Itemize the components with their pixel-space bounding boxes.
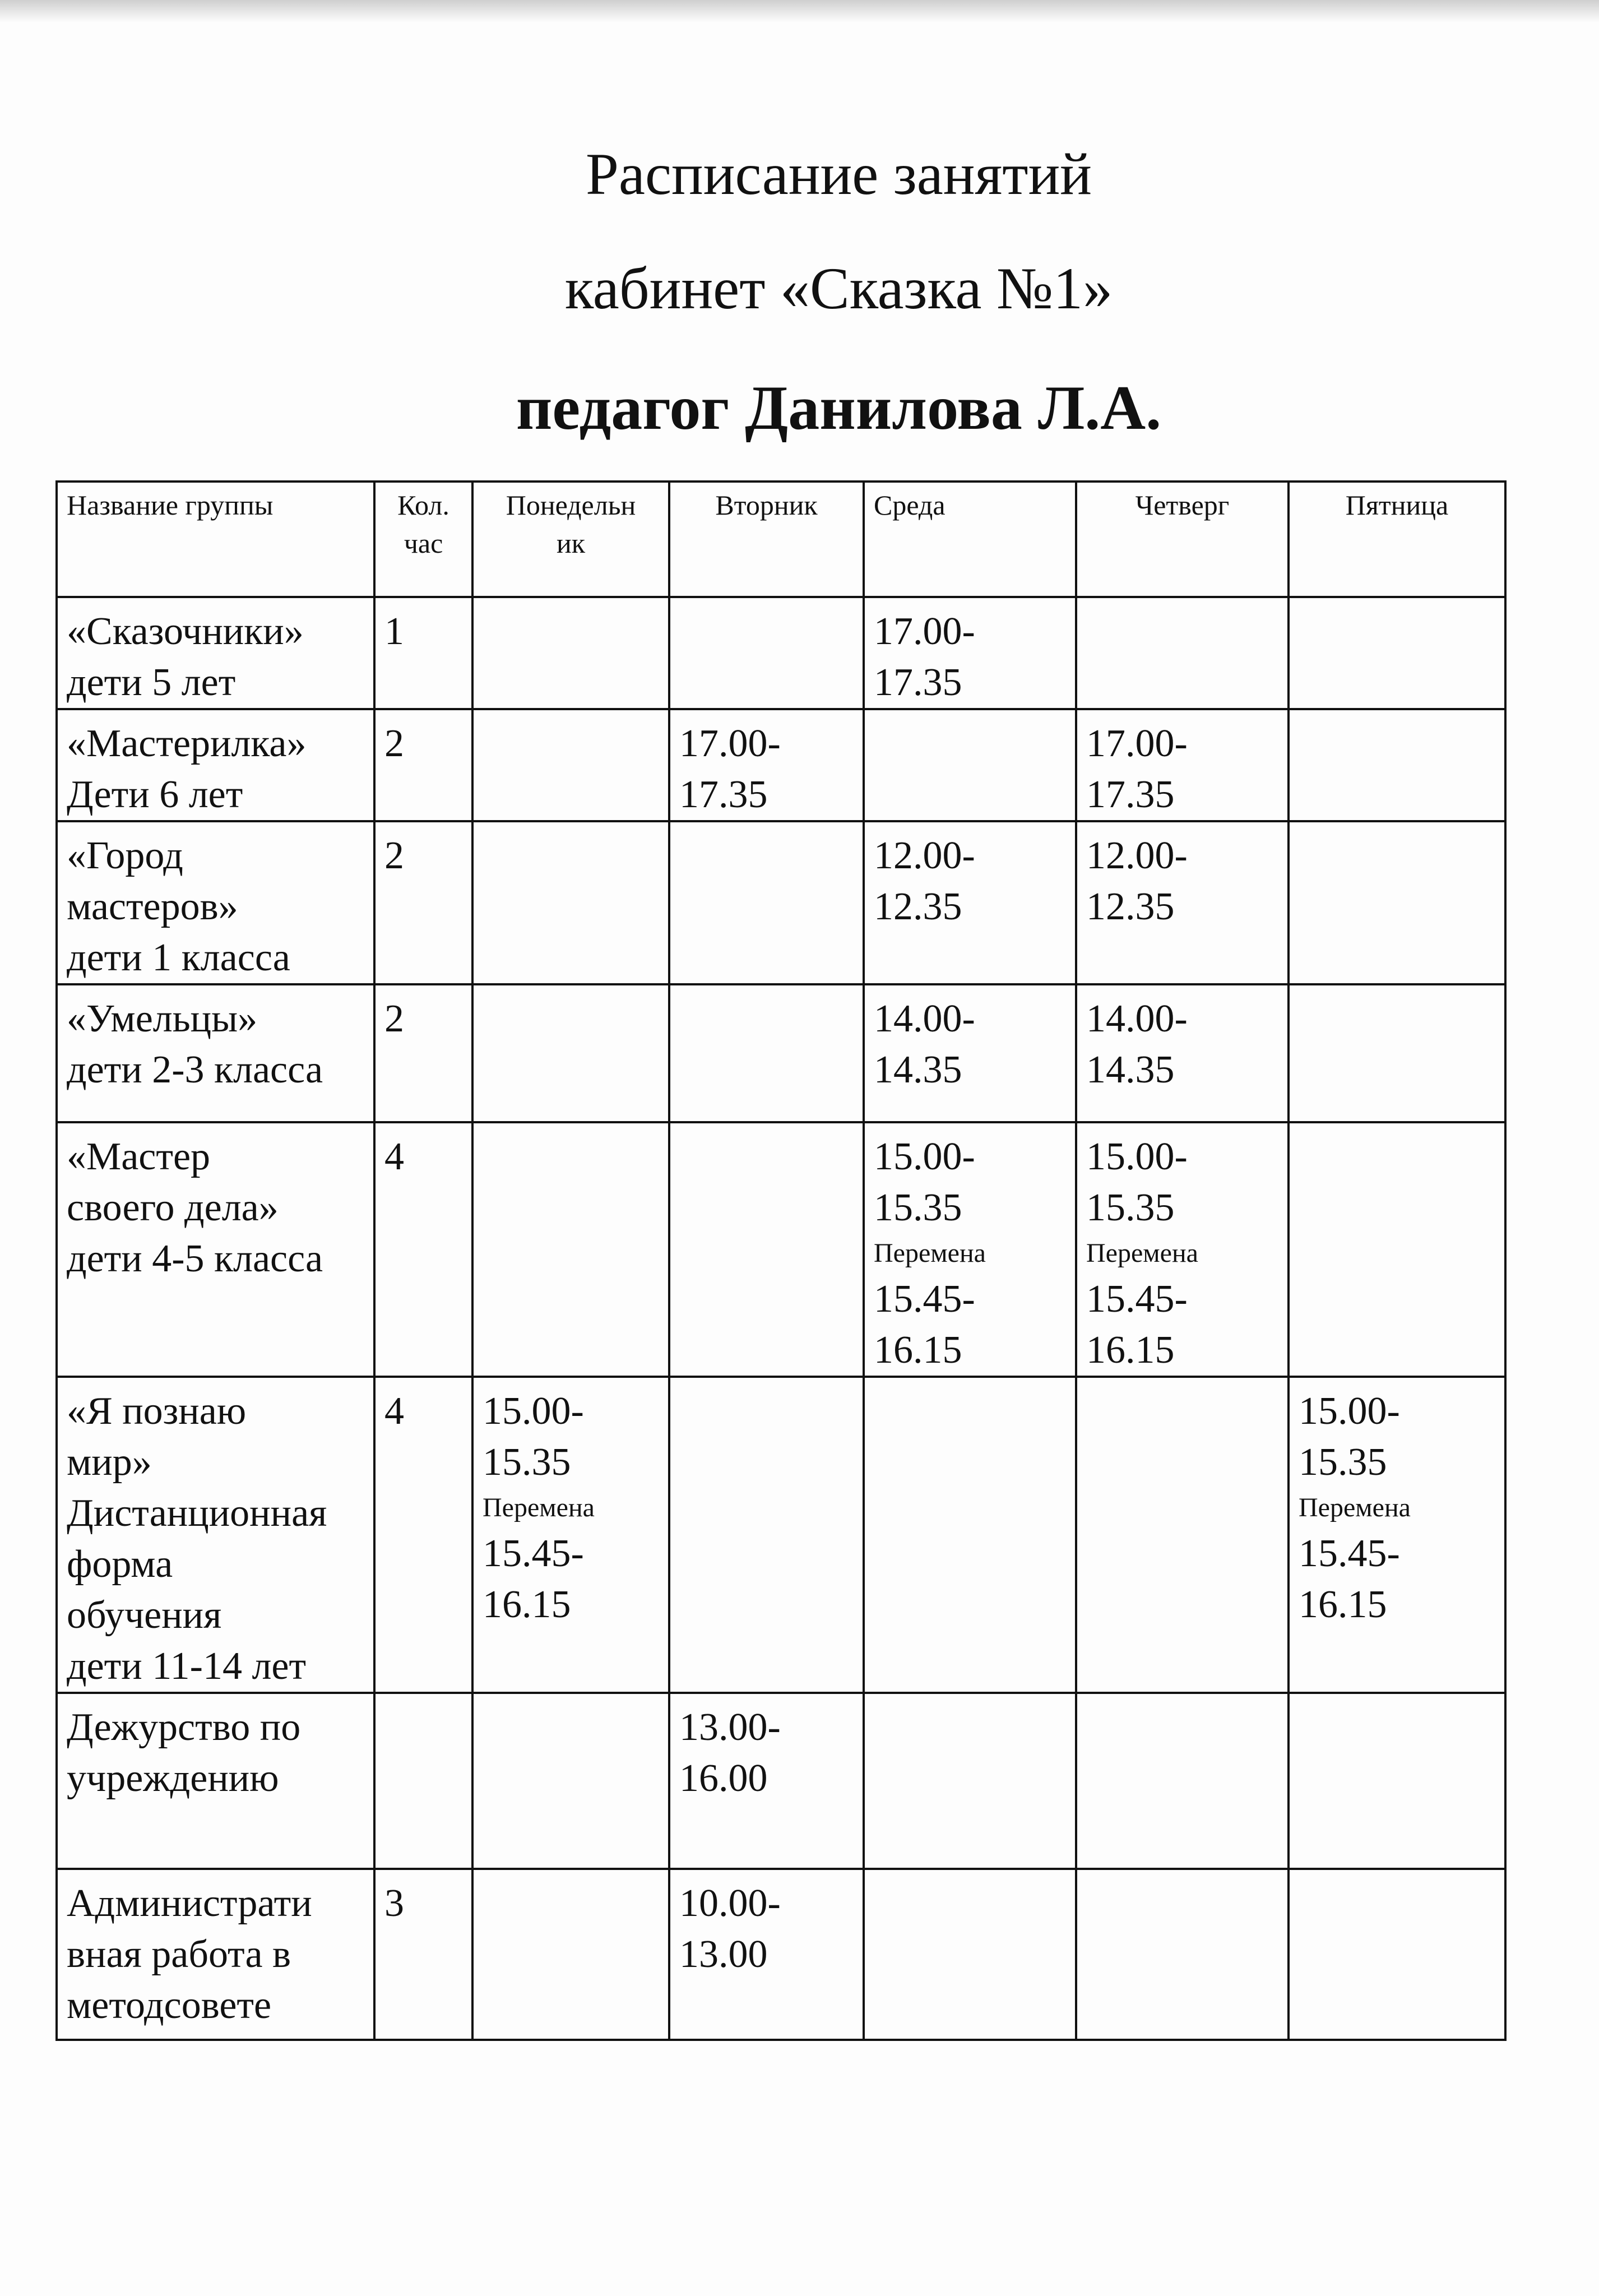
time-text: 10.00-: [679, 1882, 781, 1925]
time-text: 12.35: [874, 885, 962, 928]
hours-cell: [374, 1693, 472, 1869]
schedule-cell-monday: [472, 1377, 669, 1693]
schedule-cell-thursday: [1076, 1869, 1289, 2040]
time-text: 13.00-: [679, 1706, 781, 1749]
table-row: [57, 821, 1505, 984]
time-text: 16.15: [483, 1583, 571, 1626]
header-monday: Понедельн ик: [472, 482, 669, 597]
time-text: 15.45-: [1299, 1532, 1400, 1575]
schedule-cell-wednesday: [864, 709, 1076, 821]
hours-cell: 1: [374, 597, 472, 709]
time-text: 15.00-: [483, 1390, 584, 1433]
schedule-table: [55, 480, 1507, 2041]
group-name-cell: «Город мастеров» дети 1 класса: [57, 821, 374, 984]
group-name-cell: «Умельцы» дети 2-3 класса: [57, 984, 374, 1122]
group-name-cell: «Я познаю мир» Дистанционная форма обучения дети 11-14 лет: [57, 1377, 374, 1693]
header-tuesday: Вторник: [669, 482, 864, 597]
schedule-cell-wednesday: [864, 1869, 1076, 2040]
schedule-cell-tuesday: [669, 1693, 864, 1869]
time-text: 15.45-: [483, 1532, 584, 1575]
schedule-cell-thursday: [1076, 709, 1289, 821]
time-text: 12.00-: [1086, 834, 1188, 877]
schedule-cell-tuesday: [669, 1869, 864, 2040]
break-label: Перемена: [1299, 1493, 1411, 1522]
time-text: 16.15: [874, 1328, 962, 1372]
header-row: [57, 482, 1505, 597]
hours-cell: 3: [374, 1869, 472, 2040]
schedule-cell-tuesday: [669, 984, 864, 1122]
schedule-cell-thursday: [1076, 597, 1289, 709]
schedule-cell-wednesday: [864, 984, 1076, 1122]
schedule-cell-monday: [472, 1693, 669, 1869]
schedule-cell-friday: [1289, 1377, 1505, 1693]
schedule-cell-wednesday: [864, 1377, 1076, 1693]
schedule-cell-monday: [472, 709, 669, 821]
time-text: 14.35: [874, 1048, 962, 1091]
schedule-cell-thursday: [1076, 1377, 1289, 1693]
table-row: [57, 984, 1505, 1122]
schedule-cell-tuesday: [669, 597, 864, 709]
break-label: Перемена: [483, 1493, 595, 1522]
break-label: Перемена: [1086, 1238, 1198, 1268]
schedule-cell-monday: [472, 1869, 669, 2040]
time-text: 12.00-: [874, 834, 975, 877]
schedule-cell-wednesday: [864, 597, 1076, 709]
schedule-cell-monday: [472, 984, 669, 1122]
hours-cell: 2: [374, 984, 472, 1122]
hours-cell: 4: [374, 1122, 472, 1377]
schedule-title: Расписание занятий: [585, 141, 1092, 207]
time-text: 14.00-: [874, 997, 975, 1040]
table-row: [57, 1122, 1505, 1377]
time-text: 12.35: [1086, 885, 1175, 928]
group-name-cell: «Мастер своего дела» дети 4-5 класса: [57, 1122, 374, 1377]
time-text: 15.35: [483, 1441, 571, 1484]
time-text: 13.00: [679, 1933, 768, 1976]
schedule-cell-friday: [1289, 984, 1505, 1122]
schedule-cell-wednesday: [864, 821, 1076, 984]
schedule-cell-thursday: [1076, 1693, 1289, 1869]
hours-cell: 2: [374, 821, 472, 984]
table-row: [57, 597, 1505, 709]
time-text: 17.35: [679, 773, 768, 816]
table-row: [57, 1377, 1505, 1693]
group-name-cell: «Мастерилка» Дети 6 лет: [57, 709, 374, 821]
table-row: [57, 1869, 1505, 2040]
schedule-cell-friday: [1289, 821, 1505, 984]
time-text: 14.35: [1086, 1048, 1175, 1091]
header-thursday: Четверг: [1076, 482, 1289, 597]
schedule-cell-tuesday: [669, 1377, 864, 1693]
time-text: 17.35: [874, 661, 962, 704]
teacher-name: педагог Данилова Л.А.: [516, 373, 1162, 443]
room-name: кабинет «Сказка №1»: [564, 256, 1113, 321]
schedule-cell-tuesday: [669, 1122, 864, 1377]
time-text: 15.35: [874, 1186, 962, 1229]
table-row: [57, 709, 1505, 821]
schedule-cell-monday: [472, 821, 669, 984]
page-edge-shadow: [0, 0, 1599, 22]
schedule-cell-friday: [1289, 597, 1505, 709]
time-text: 16.00: [679, 1757, 768, 1800]
group-name-cell: Дежурство по учреждению: [57, 1693, 374, 1869]
time-text: 17.35: [1086, 773, 1175, 816]
time-text: 15.00-: [874, 1135, 975, 1178]
header-friday: Пятница: [1289, 482, 1505, 597]
time-text: 15.35: [1299, 1441, 1387, 1484]
schedule-cell-tuesday: [669, 709, 864, 821]
schedule-cell-thursday: [1076, 984, 1289, 1122]
schedule-cell-monday: [472, 1122, 669, 1377]
schedule-cell-friday: [1289, 1869, 1505, 2040]
schedule-cell-wednesday: [864, 1693, 1076, 1869]
time-text: 15.00-: [1299, 1390, 1400, 1433]
schedule-cell-friday: [1289, 709, 1505, 821]
time-text: 15.45-: [1086, 1277, 1188, 1321]
group-name-cell: Администрати вная работа в методсовете: [57, 1869, 374, 2040]
hours-cell: 2: [374, 709, 472, 821]
time-text: 17.00-: [874, 610, 975, 653]
schedule-cell-thursday: [1076, 821, 1289, 984]
time-text: 15.00-: [1086, 1135, 1188, 1178]
schedule-cell-friday: [1289, 1122, 1505, 1377]
schedule-cell-wednesday: [864, 1122, 1076, 1377]
header-hours: Кол. час: [374, 482, 472, 597]
time-text: 17.00-: [679, 722, 781, 765]
hours-cell: 4: [374, 1377, 472, 1693]
header-wednesday: Среда: [864, 482, 1076, 597]
schedule-cell-monday: [472, 597, 669, 709]
time-text: 16.15: [1086, 1328, 1175, 1372]
schedule-cell-tuesday: [669, 821, 864, 984]
time-text: 15.45-: [874, 1277, 975, 1321]
group-name-cell: «Сказочники» дети 5 лет: [57, 597, 374, 709]
time-text: 17.00-: [1086, 722, 1188, 765]
time-text: 15.35: [1086, 1186, 1175, 1229]
break-label: Перемена: [874, 1238, 986, 1268]
table-row: [57, 1693, 1505, 1869]
time-text: 14.00-: [1086, 997, 1188, 1040]
schedule-cell-thursday: [1076, 1122, 1289, 1377]
schedule-cell-friday: [1289, 1693, 1505, 1869]
time-text: 16.15: [1299, 1583, 1387, 1626]
header-group-name: Название группы: [57, 482, 374, 597]
